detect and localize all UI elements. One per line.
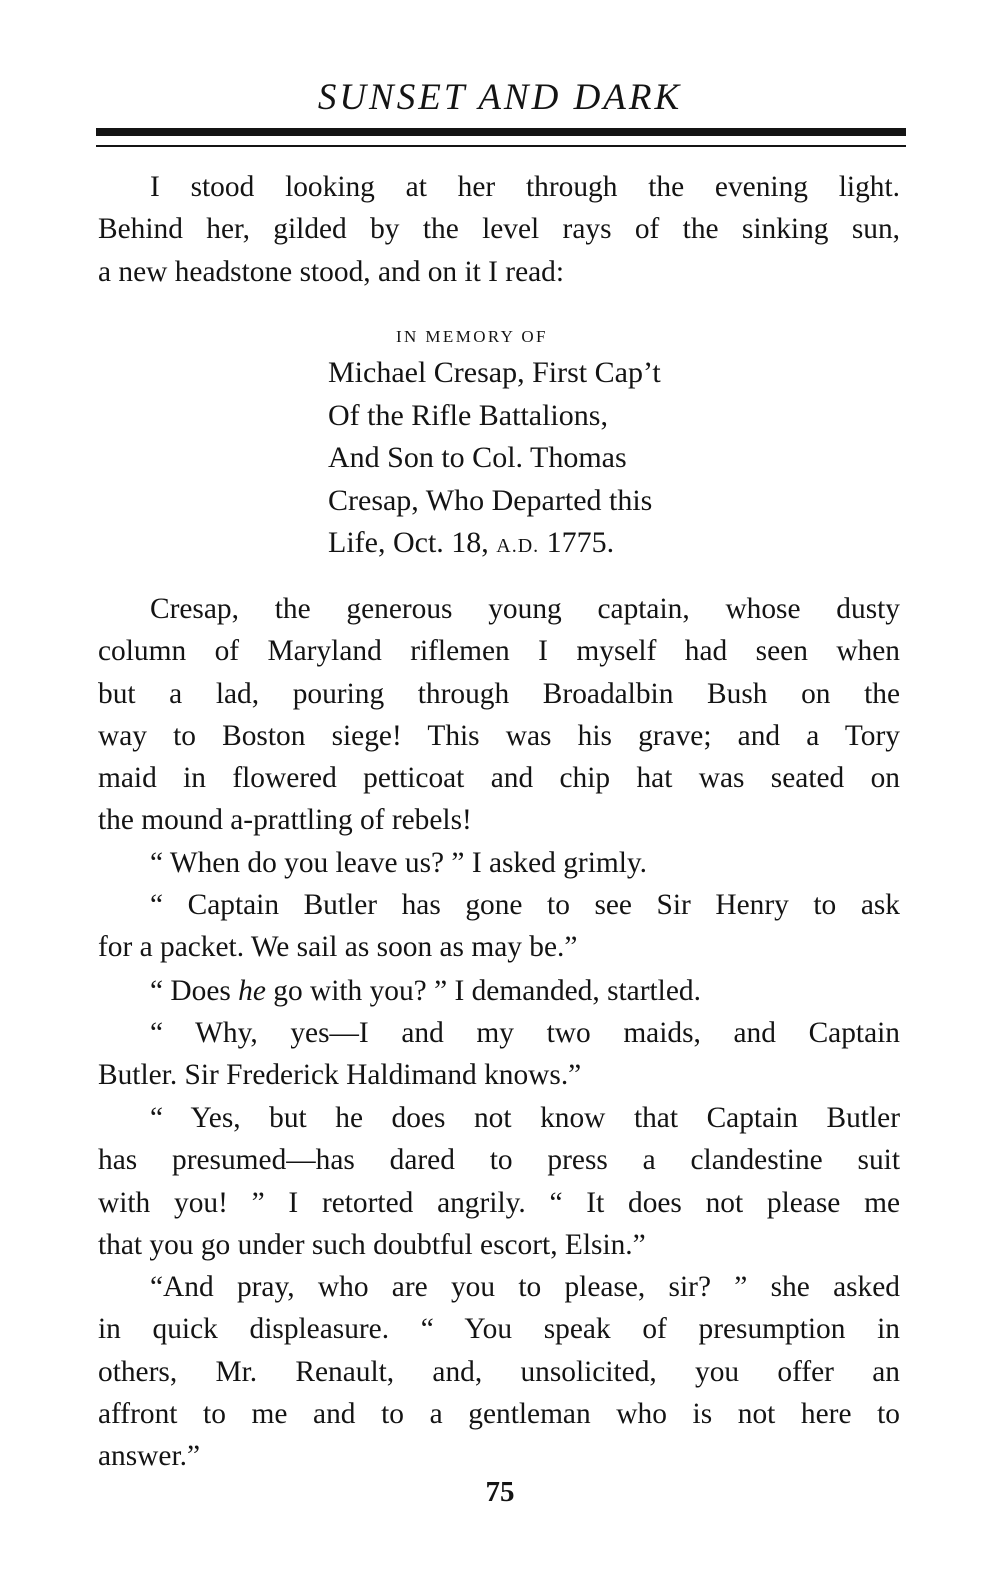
text-line: a new headstone stood, and on it I read: [98, 255, 565, 288]
text-line: column of Maryland riflemen I myself had seen when [98, 635, 900, 668]
text-line: for a packet. We sail as soon as may be.” [98, 931, 578, 964]
text-line: answer.” [98, 1440, 201, 1473]
header-rule-thin [96, 145, 906, 147]
inscription-era: A.D. [496, 535, 540, 557]
text-line [98, 970, 900, 1012]
text-line: with you! ” I retorted angrily. “ It does not please me [98, 1186, 900, 1219]
text-line: “ Why, yes—I and my two maids, and Captain [150, 1017, 900, 1049]
text-line: Behind her, gilded by the level rays of the sinking sun, [98, 213, 900, 246]
paragraph-6 [98, 1012, 900, 1097]
paragraph-1 [98, 166, 900, 293]
text-line: that you go under such doubtful escort, Elsin.” [98, 1228, 646, 1261]
text-line: others, Mr. Renault, and, unsolicited, you offer an [98, 1355, 900, 1388]
paragraph-5 [98, 970, 900, 1012]
inscription-line: Cresap, Who Departed this [328, 483, 653, 517]
text-line: Butler. Sir Frederick Haldimand knows.” [98, 1059, 582, 1092]
header-rule-thick [96, 128, 906, 136]
text-line: I stood looking at her through the evening light. [150, 171, 900, 203]
paragraph-7 [98, 1097, 900, 1266]
text-line: affront to me and to a gentleman who is not here to [98, 1397, 900, 1430]
text-line: “And pray, who are you to please, sir? ” she asked [150, 1271, 900, 1303]
headstone-inscription [328, 322, 748, 568]
text-line: “ When do you leave us? ” I asked grimly. [150, 847, 648, 879]
running-head: SUNSET AND DARK [317, 77, 683, 118]
inscription-line: Of the Rifle Battalions, [328, 398, 608, 432]
text-line: Cresap, the generous young captain, whose dusty [150, 593, 900, 625]
text-line: the mound a-prattling of rebels! [98, 804, 472, 837]
text-line: but a lad, pouring through Broadalbin Bush on the [98, 677, 900, 710]
inscription-date-text: Life, Oct. 18, [328, 526, 489, 559]
inscription-line: And Son to Col. Thomas [328, 441, 627, 474]
inscription-year: 1775. [546, 526, 615, 559]
text-run: go with you? ” I demanded, startled. [265, 975, 701, 1007]
text-line: “ Captain Butler has gone to see Sir Henry to ask [150, 889, 900, 921]
paragraph-3 [98, 842, 900, 884]
text-line: “ Yes, but he does not know that Captain Butler [150, 1102, 900, 1134]
inscription-line-last [328, 522, 748, 568]
text-line: has presumed—has dared to press a clandestine suit [98, 1144, 900, 1177]
paragraph-2 [98, 588, 900, 842]
text-run: “ Does [150, 975, 239, 1007]
page-number: 75 [485, 1476, 515, 1508]
text-line: maid in flowered petticoat and chip hat was seated on [98, 762, 900, 795]
inscription-caption: IN MEMORY OF [396, 327, 548, 346]
text-line: in quick displeasure. “ You speak of presumption in [98, 1313, 900, 1346]
emphasis-word: he [238, 975, 266, 1007]
paragraph-8 [98, 1266, 900, 1477]
text-line: way to Boston siege! This was his grave; and a Tory [98, 719, 900, 752]
inscription-line: Michael Cresap, First Cap’t [328, 356, 661, 389]
paragraph-4 [98, 884, 900, 969]
